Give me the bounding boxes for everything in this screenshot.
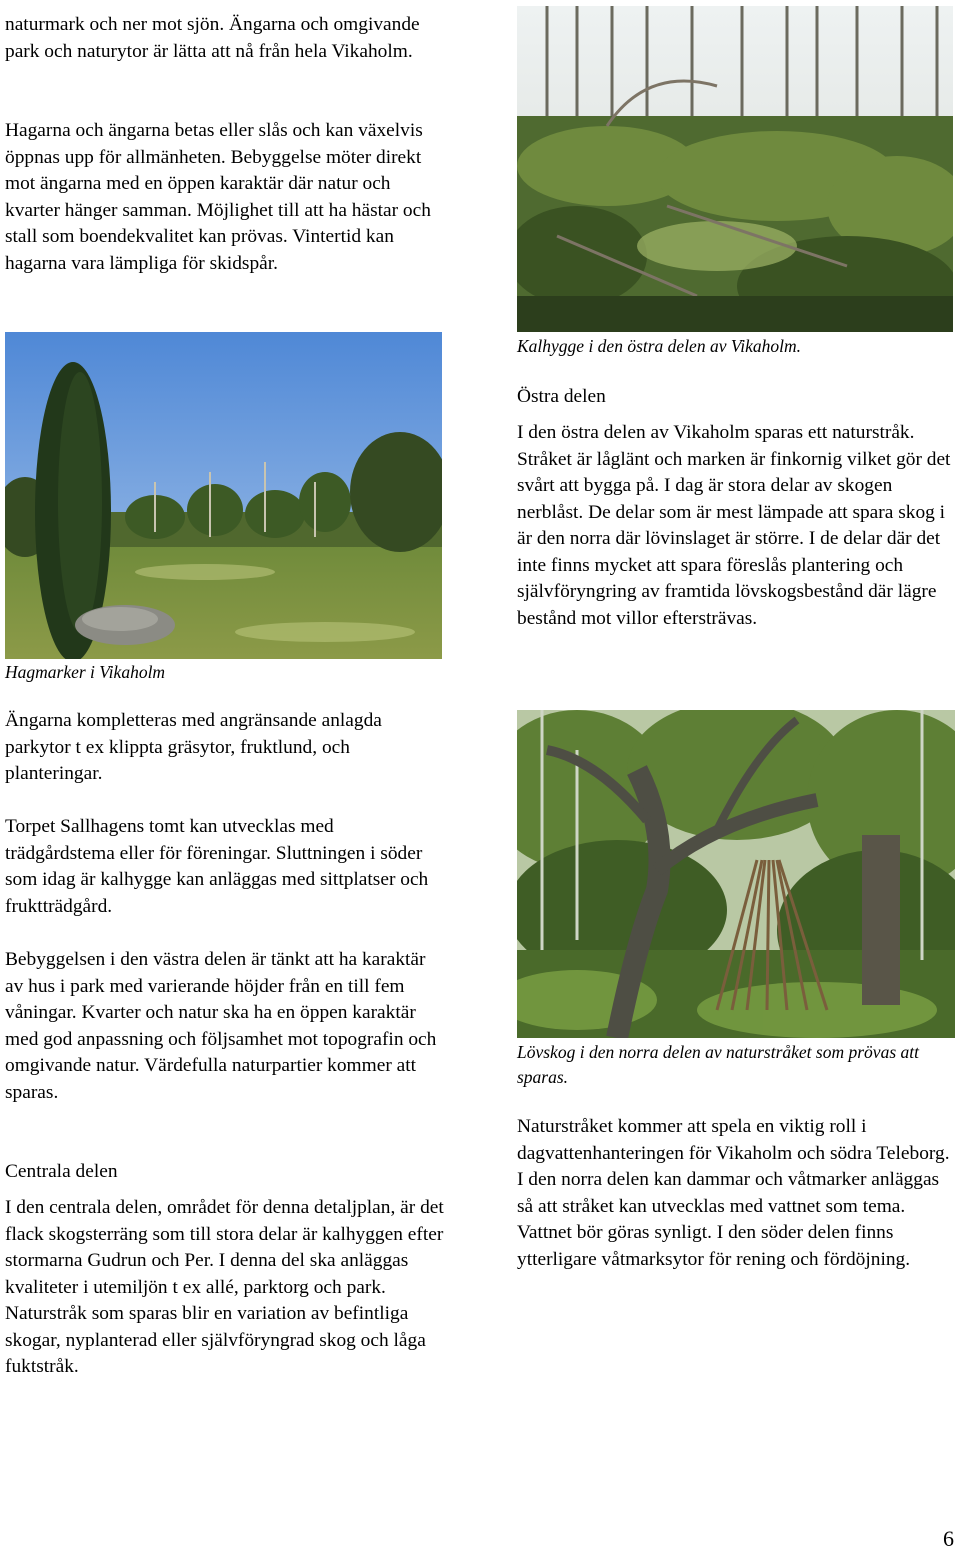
clearcut-photo-caption: Kalhygge i den östra delen av Vikaholm. (517, 336, 801, 356)
centrala-paragraph: I den centrala delen, området för denna detaljplan, är det flack skogsterräng som till stora delar är kalhyggen efter stormarna Gudrun och Per. I denna del ska anläggas kvaliteter i utemiljön t ex allé, parktorg och park. Naturstråk som sparas blir en variation av befintliga skogar, nyplanterad eller självföryngrad skog och låga fuktstråk. (5, 1197, 444, 1377)
intro-continuation-paragraph: naturmark och ner mot sjön. Ängarna och omgivande park och naturytor är lätta att nå från hela Vikaholm. (5, 14, 420, 62)
parkytor-paragraph: Ängarna kompletteras med angränsande anlagda parkytor t ex klippta gräsytor, fruktlund, och planteringar. (5, 710, 382, 784)
hagarna-paragraph: Hagarna och ängarna betas eller slås och kan växelvis öppnas upp för allmänheten. Bebyggelse möter direkt mot ängarna med en öppen karaktär där natur och kvarter hänger samman. Möjlighet till att ha hästar och stall som boendekvalitet kan prövas. Vintertid kan hagarna vara lämpliga för skidspår. (5, 120, 431, 274)
meadow-photo (5, 332, 442, 659)
naturstraket-paragraph: Naturstråket kommer att spela en viktig roll i dagvattenhanteringen för Vikaholm och södra Teleborg. I den norra delen kan dammar och våtmarker anläggas så att stråket kan utvecklas med vattnet som tema. Vattnet bör göras synligt. I den söder delen finns ytterligare våtmarksytor för rening och fördöjning. (517, 1116, 950, 1270)
deciduous-forest-photo (517, 710, 955, 1038)
deciduous-forest-caption: Lövskog i den norra delen av naturstråket som prövas att sparas. (517, 1042, 919, 1087)
torpet-paragraph: Torpet Sallhagens tomt kan utvecklas med trädgårdstema eller för föreningar. Sluttningen i söder som idag är kalhygge kan anläggas med sittplatser och fruktträdgård. (5, 816, 429, 917)
bebyggelsen-paragraph: Bebyggelsen i den västra delen är tänkt att ha karaktär av hus i park med varierande höjder från en till fem våningar. Kvarter och natur ska ha en öppen karaktär med god anpassning och följsamhet mot topografin och omgivande natur. Värdefulla naturpartier kommer att sparas. (5, 949, 437, 1103)
clearcut-photo (517, 6, 953, 332)
ostra-paragraph: I den östra delen av Vikaholm sparas ett naturstråk. Stråket är låglänt och marken är finkornig vilket gör det svårt att bygga på. I dag är stora delar av skogen nerblåst. De delar som är mest lämpade att spara skog i är den norra där lövinslaget är större. I de delar där det inte finns mycket att spara föreslås plantering och självföryngring av framtida lövskogsbestånd där lägre bestånd mot villor eftersträvas. (517, 422, 951, 629)
meadow-photo-caption: Hagmarker i Vikaholm (5, 662, 166, 682)
page-number: 6 (943, 1526, 954, 1551)
centrala-heading: Centrala delen (5, 1161, 118, 1182)
ostra-heading: Östra delen (517, 386, 606, 407)
